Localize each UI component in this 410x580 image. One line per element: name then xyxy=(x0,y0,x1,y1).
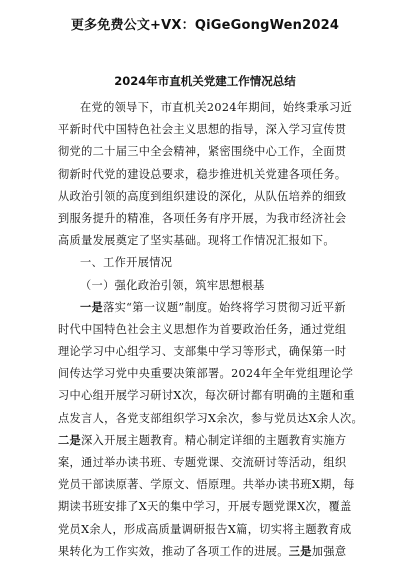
paragraph-1-line: 习中心组开展学习研讨X次，每次研讨都有明确的主题和重 xyxy=(58,389,355,403)
intro-line: 在党的领导下，市直机关2024年期间，始终秉承习近 xyxy=(80,101,353,114)
paragraph-2-line: 党员X余人，形成高质量调研报告X篇，切实将主题教育成 xyxy=(58,522,352,536)
point-lead-2: 二是 xyxy=(58,433,82,447)
intro-line: 到服务提升的精准，各项任务有序开展，为我市经济社会 xyxy=(58,211,347,225)
paragraph-1-line: 点发言人，各党支部组织学习X余次，参与党员达X余人次。 xyxy=(58,411,364,425)
paragraph-2-line: 期读书班安排了X天的集中学习，开展专题党课X次，覆盖 xyxy=(58,500,352,514)
paragraph-1-text: 落实“第一议题”制度。始终将学习贯彻习近平新 xyxy=(103,300,346,314)
intro-line: 彻新时代党的建设总要求，稳步推进机关党建各项任务。 xyxy=(58,167,347,181)
paragraph-1-line: 时代中国特色社会主义思想作为首要政治任务，通过党组 xyxy=(58,322,347,336)
paragraph-1-first-line xyxy=(58,297,356,319)
section-heading: 一、工作开展情况 xyxy=(80,256,173,270)
point-lead-3: 三是 xyxy=(288,544,312,558)
intro-line: 平新时代中国特色社会主义思想的指导，深入学习宣传贯 xyxy=(58,123,347,137)
paragraph-2-first-line xyxy=(58,430,356,452)
subsection-heading: （一）强化政治引领，筑牢思想根基 xyxy=(80,278,265,292)
paragraph-2-last-line xyxy=(58,541,356,563)
paragraph-1-line: 间传达学习党中央重要决策部署。2024年全年党组理论学 xyxy=(58,367,354,381)
paragraph-2-line: 案，通过举办读书班、专题党课、交流研讨等活动，组织 xyxy=(58,456,347,469)
paragraph-2-line: 党员干部读原著、学原文、悟原理。共举办读书班X期，每 xyxy=(58,478,355,492)
document-title: 2024年市直机关党建工作情况总结 xyxy=(114,74,296,88)
intro-line: 彻党的二十届三中全会精神，紧密围绕中心工作，全面贯 xyxy=(58,145,347,159)
intro-line: 高质量发展奠定了坚实基础。现将工作情况汇报如下。 xyxy=(58,234,335,248)
document-body xyxy=(58,97,364,563)
paragraph-2-tail: 果转化为工作实效，推动了各项工作的进展。 xyxy=(58,544,289,558)
paragraph-3-start: 加强意 xyxy=(311,544,347,558)
paragraph-2-text: 深入开展主题教育。精心制定详细的主题教育实施方 xyxy=(81,433,347,447)
paragraph-1-line: 理论学习中心组学习、支部集中学习等形式，确保第一时 xyxy=(58,345,347,359)
promo-banner: 更多免费公文+VX：QiGeGongWen2024 xyxy=(70,18,340,33)
point-lead-1: 一是 xyxy=(80,300,104,314)
intro-line: 从政治引领的高度到组织建设的深化，从队伍培养的细致 xyxy=(58,189,347,203)
